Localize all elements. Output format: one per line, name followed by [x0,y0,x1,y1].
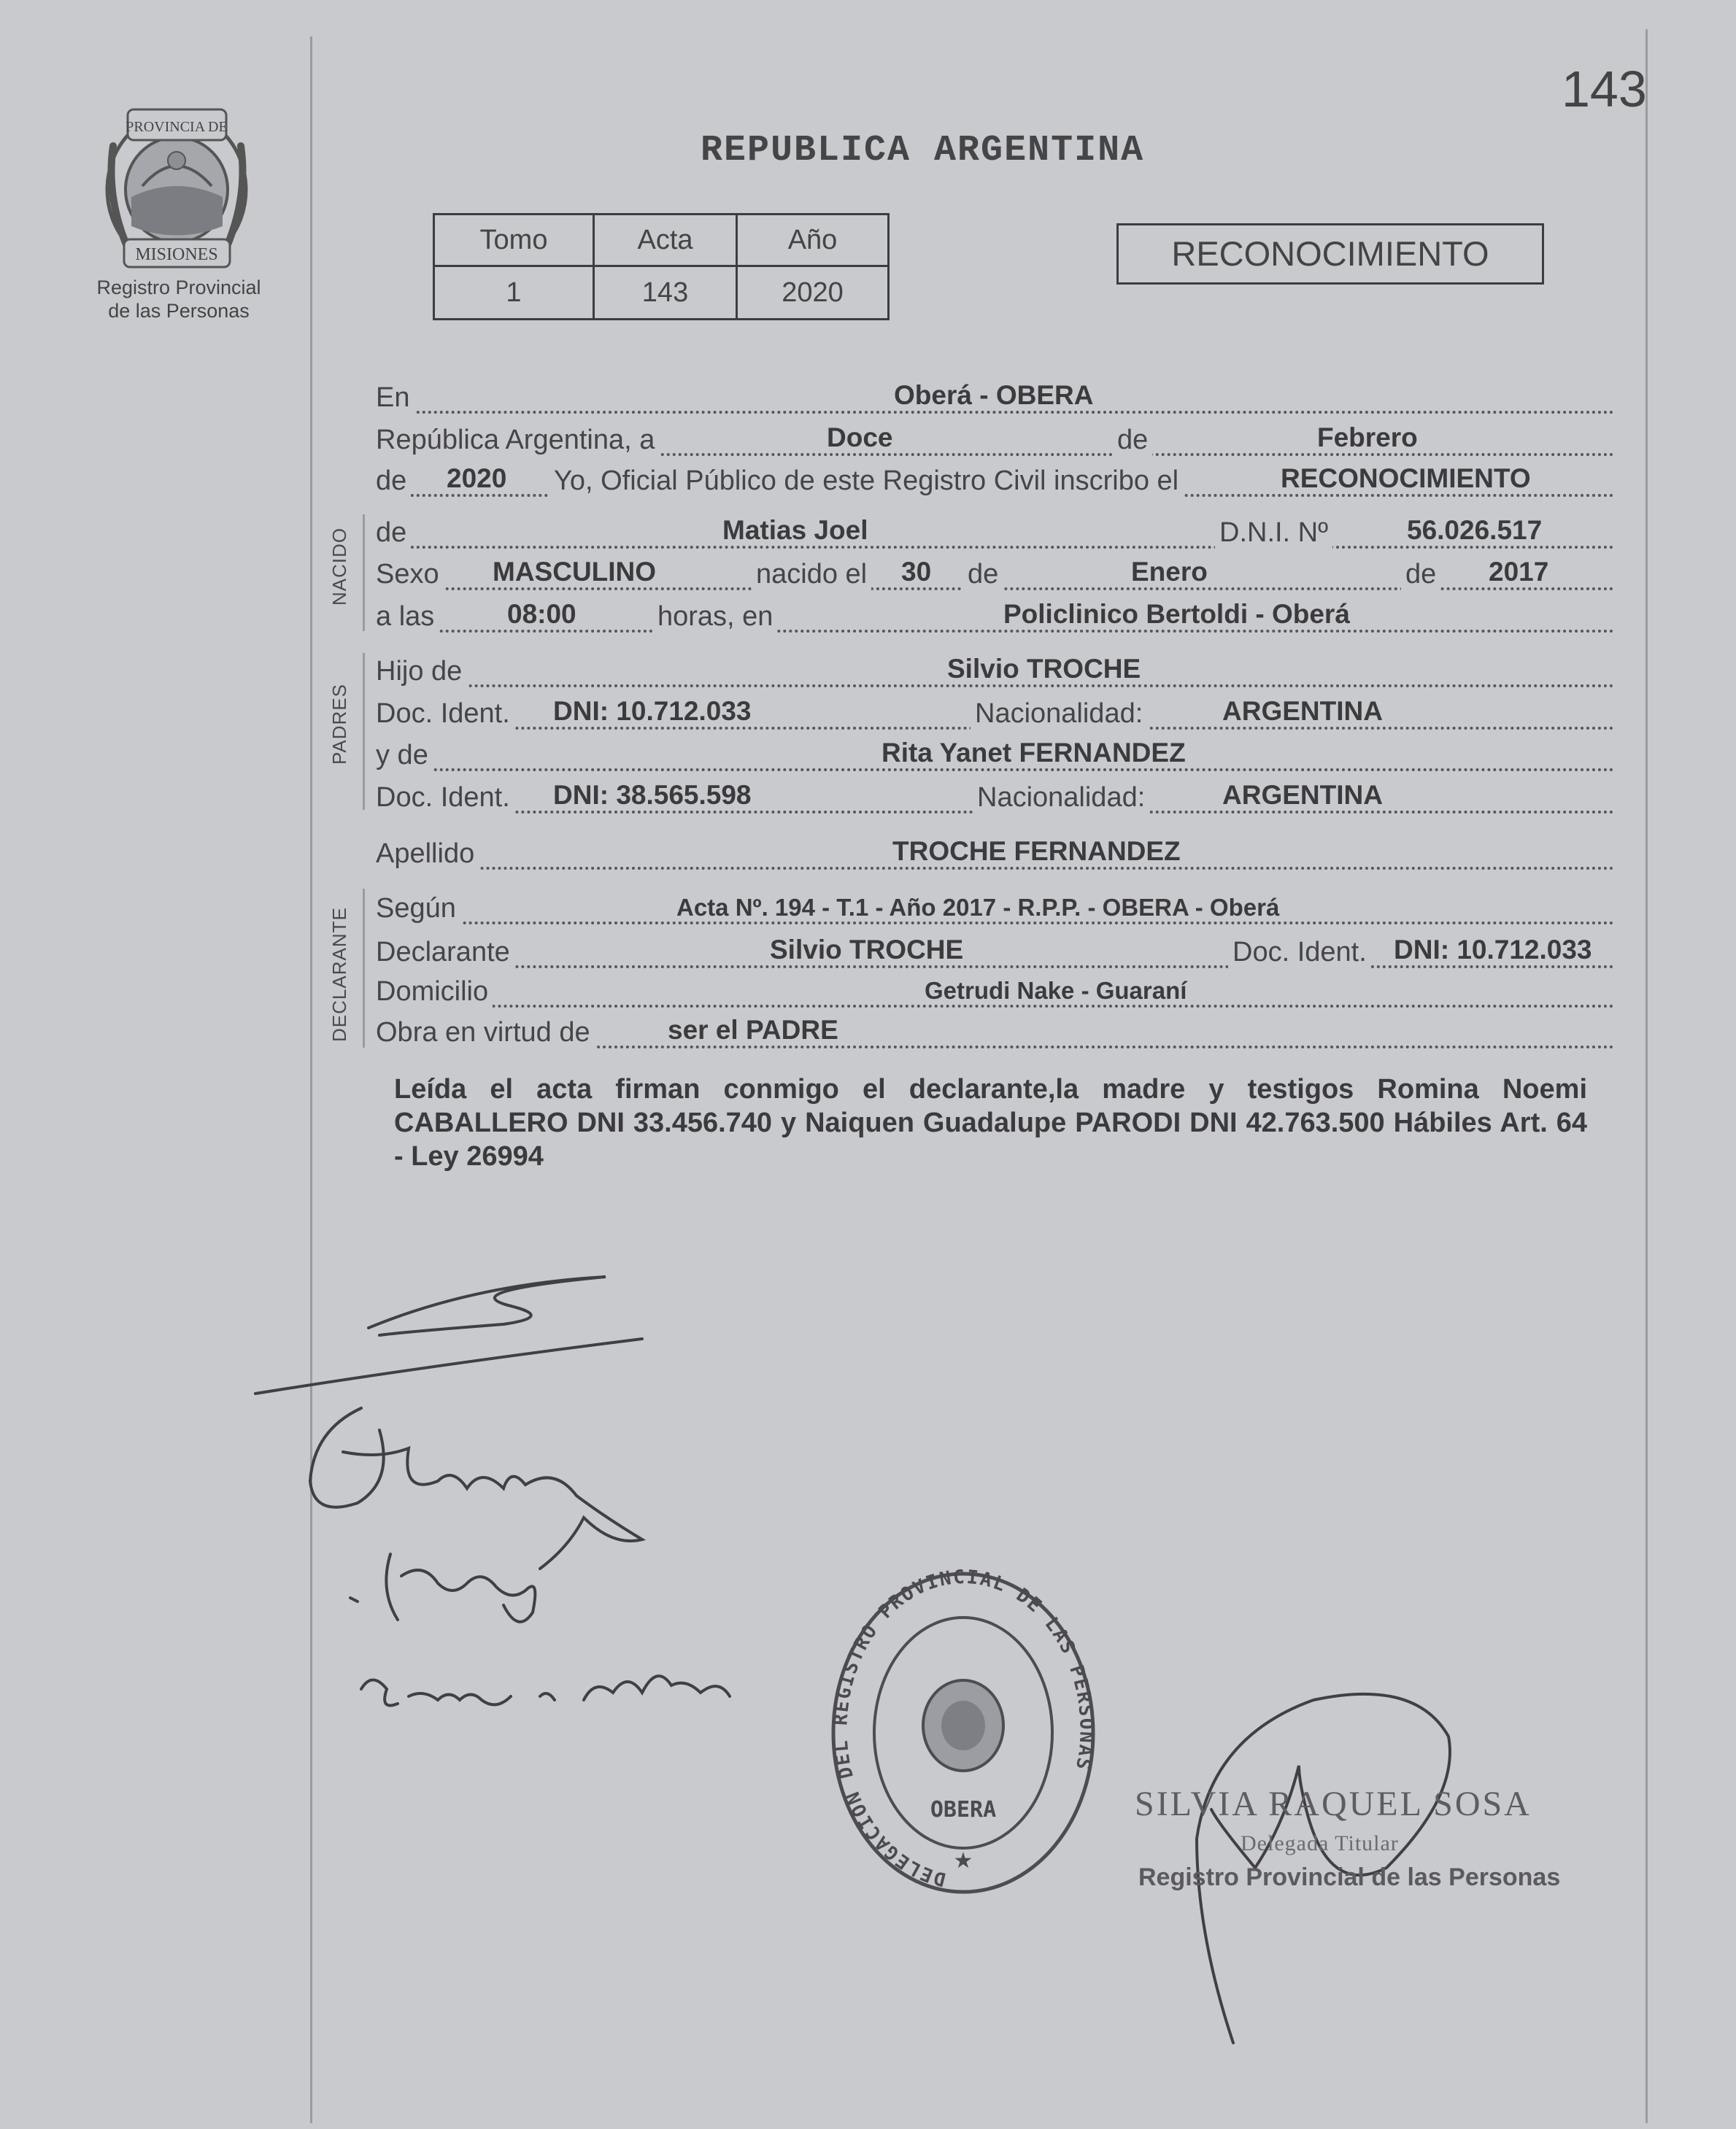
label-domicilio: Domicilio [376,976,493,1008]
header-acta: Acta [594,215,737,266]
label-republica: República Argentina, a [376,425,659,456]
value-obra: ser el PADRE [668,1015,838,1045]
label-de-2: de [1401,559,1440,590]
value-tomo: 1 [434,266,594,320]
value-act-type: RECONOCIMIENTO [1281,463,1531,493]
value-father-nationality: ARGENTINA [1222,696,1383,726]
signature-witness-2 [350,1554,535,1622]
label-nacido: nacido el [752,559,871,590]
value-father-name: Silvio TROCHE [947,654,1141,684]
official-stamp [825,1569,1102,1904]
value-birth-day: 30 [901,557,932,587]
label-segun: Según [376,893,460,924]
signature-mother [255,1277,642,1394]
label-de: de [1113,425,1152,456]
section-declarante: DECLARANTE [328,907,350,1042]
value-day: Doce [827,422,893,452]
label-hijo-de: Hijo de [376,656,466,687]
value-person-name: Matias Joel [722,515,868,545]
value-dni: 56.026.517 [1407,515,1543,545]
header-ano: Año [737,215,889,266]
value-ano: 2020 [737,266,889,320]
closing-note: Leída el acta firman conmigo el declarante,la madre y testigos Romina Noemi CABALLERO DNI 33.456.740 y Naiquen Guadalupe PARODI DNI 42.763.500 Hábiles Art. 64 - Ley 26994 [394,1074,1587,1172]
svg-text:PROVINCIA DE: PROVINCIA DE [126,119,228,135]
value-year: 2020 [447,463,507,493]
section-nacido: NACIDO [328,527,350,606]
label-a-las: a las [376,601,439,633]
header-tomo: Tomo [434,215,594,266]
label-de-person: de [376,517,411,549]
svg-text:MISIONES: MISIONES [135,245,218,264]
value-birth-month: Enero [1131,557,1208,587]
document-type-box: RECONOCIMIENTO [1116,223,1544,285]
value-acta: 143 [594,266,737,320]
label-en: En [376,382,414,414]
page-number: 143 [1562,61,1647,117]
value-birth-year: 2017 [1489,557,1549,587]
label-horas: horas, en [653,601,777,633]
label-oficial: Yo, Oficial Público de este Registro Civil inscribo el [549,465,1183,497]
label-apellido: Apellido [376,838,479,870]
document-title: REPUBLICA ARGENTINA [701,130,1145,171]
official-registry: Registro Provincial de las Personas [1138,1863,1561,1891]
signature-witness-3 [361,1676,730,1705]
value-father-dni: DNI: 10.712.033 [553,696,752,726]
label-nac-father: Nacionalidad: [971,698,1147,730]
value-place: Oberá - OBERA [894,380,1094,410]
value-mother-nationality: ARGENTINA [1222,780,1383,810]
value-domicilio: Getrudi Nake - Guaraní [925,977,1187,1004]
label-de-year: de [376,465,411,497]
value-sexo: MASCULINO [493,557,657,587]
label-declarante: Declarante [376,937,514,968]
value-birth-place: Policlinico Bertoldi - Oberá [1003,599,1350,629]
label-y-de: y de [376,740,433,771]
section-padres: PADRES [328,684,350,765]
signature-witness-1 [310,1408,642,1569]
official-title: Delegada Titular [1241,1831,1399,1855]
value-segun: Acta Nº. 194 - T.1 - Año 2017 - R.P.P. - OBERA - Oberá [676,894,1280,921]
registry-line-1: Registro Provincial [96,277,261,298]
value-mother-name: Rita Yanet FERNANDEZ [881,738,1186,768]
value-declarante-dni: DNI: 10.712.033 [1394,935,1592,965]
label-doc-father: Doc. Ident. [376,698,514,730]
stamp-ring-text: DELEGACION DEL REGISTRO PROVINCIAL DE LAS PERSONAS [830,1569,1097,1890]
label-obra: Obra en virtud de [376,1017,595,1048]
label-doc-declarante: Doc. Ident. [1228,937,1371,968]
registry-line-2: de las Personas [108,300,250,322]
label-dni: D.N.I. Nº [1215,517,1332,549]
value-apellido: TROCHE FERNANDEZ [892,836,1181,866]
stamp-city: OBERA [930,1797,997,1823]
label-sexo: Sexo [376,559,444,590]
label-nac-mother: Nacionalidad: [973,782,1149,814]
label-doc-mother: Doc. Ident. [376,782,514,814]
official-name: SILVIA RAQUEL SOSA [1135,1785,1532,1823]
stamp-star-icon: ★ [953,1848,973,1874]
value-mother-dni: DNI: 38.565.598 [553,780,752,810]
value-month: Febrero [1317,422,1418,452]
value-hour: 08:00 [507,599,576,629]
label-de-1: de [963,559,1003,590]
value-declarante-name: Silvio TROCHE [770,935,964,965]
